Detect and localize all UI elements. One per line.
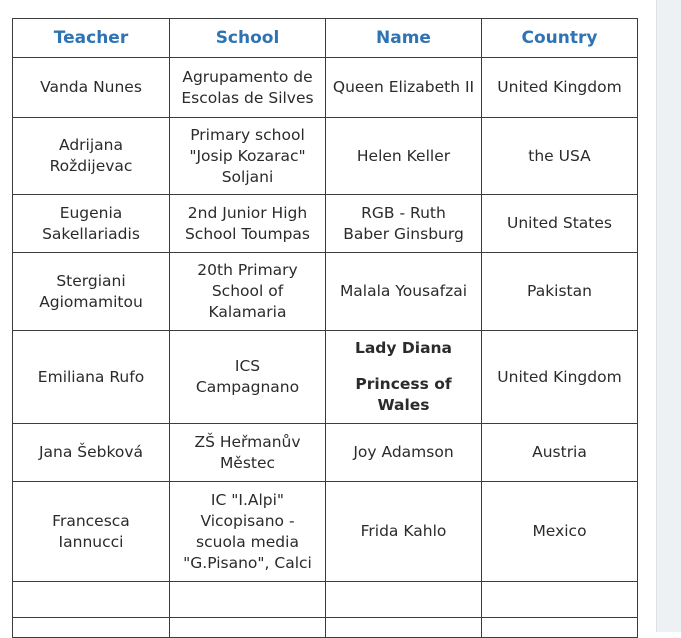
- name-cell: Helen Keller: [326, 118, 482, 195]
- empty-cell: [13, 618, 170, 638]
- name-cell: Joy Adamson: [326, 424, 482, 482]
- teacher-cell: Vanda Nunes: [13, 58, 170, 118]
- school-cell: Agrupamento de Escolas de Silves: [170, 58, 326, 118]
- header-teacher: Teacher: [13, 19, 170, 58]
- empty-cell: [326, 582, 482, 618]
- table-row: [13, 118, 638, 195]
- school-cell: ZŠ Heřmanův Městec: [170, 424, 326, 482]
- country-cell: United Kingdom: [482, 331, 638, 424]
- school-cell: 2nd Junior High School Toumpas: [170, 195, 326, 253]
- teacher-cell: Stergiani Agiomamitou: [13, 253, 170, 331]
- teacher-cell: Jana Šebková: [13, 424, 170, 482]
- country-cell: United States: [482, 195, 638, 253]
- teacher-cell: Adrijana Roždijevac: [13, 118, 170, 195]
- table-row: [13, 253, 638, 331]
- teacher-cell: Eugenia Sakellariadis: [13, 195, 170, 253]
- empty-cell: [170, 618, 326, 638]
- cropped-header-text: [210, 0, 350, 3]
- header-school: School: [170, 19, 326, 58]
- table-row: [13, 195, 638, 253]
- country-cell: United Kingdom: [482, 58, 638, 118]
- empty-cell: [326, 618, 482, 638]
- header-name: Name: [326, 19, 482, 58]
- teacher-cell: Emiliana Rufo: [13, 331, 170, 424]
- school-cell: IC "I.Alpi" Vicopisano - scuola media "G.Pisano", Calci: [170, 482, 326, 582]
- empty-cell: [170, 582, 326, 618]
- country-cell: Mexico: [482, 482, 638, 582]
- school-cell: 20th Primary School of Kalamaria: [170, 253, 326, 331]
- country-cell: Pakistan: [482, 253, 638, 331]
- name-cell: Malala Yousafzai: [326, 253, 482, 331]
- school-cell: ICS Campagnano: [170, 331, 326, 424]
- empty-cell: [13, 582, 170, 618]
- name-cell: Queen Elizabeth II: [326, 58, 482, 118]
- teacher-cell: Francesca Iannucci: [13, 482, 170, 582]
- table-row: [13, 424, 638, 482]
- table-row: [13, 331, 638, 424]
- name-cell: Lady Diana Princess of Wales: [326, 331, 482, 424]
- teachers-table: [12, 18, 638, 638]
- country-cell: Austria: [482, 424, 638, 482]
- header-country: Country: [482, 19, 638, 58]
- empty-cell: [482, 582, 638, 618]
- country-cell: the USA: [482, 118, 638, 195]
- empty-row: [13, 582, 638, 618]
- scrollbar-track[interactable]: [656, 0, 681, 632]
- table-row: [13, 482, 638, 582]
- name-cell: RGB - Ruth Baber Ginsburg: [326, 195, 482, 253]
- name-cell: Frida Kahlo: [326, 482, 482, 582]
- table-row: [13, 58, 638, 118]
- header-row: [13, 19, 638, 58]
- school-cell: Primary school "Josip Kozarac" Soljani: [170, 118, 326, 195]
- empty-row: [13, 618, 638, 638]
- empty-cell: [482, 618, 638, 638]
